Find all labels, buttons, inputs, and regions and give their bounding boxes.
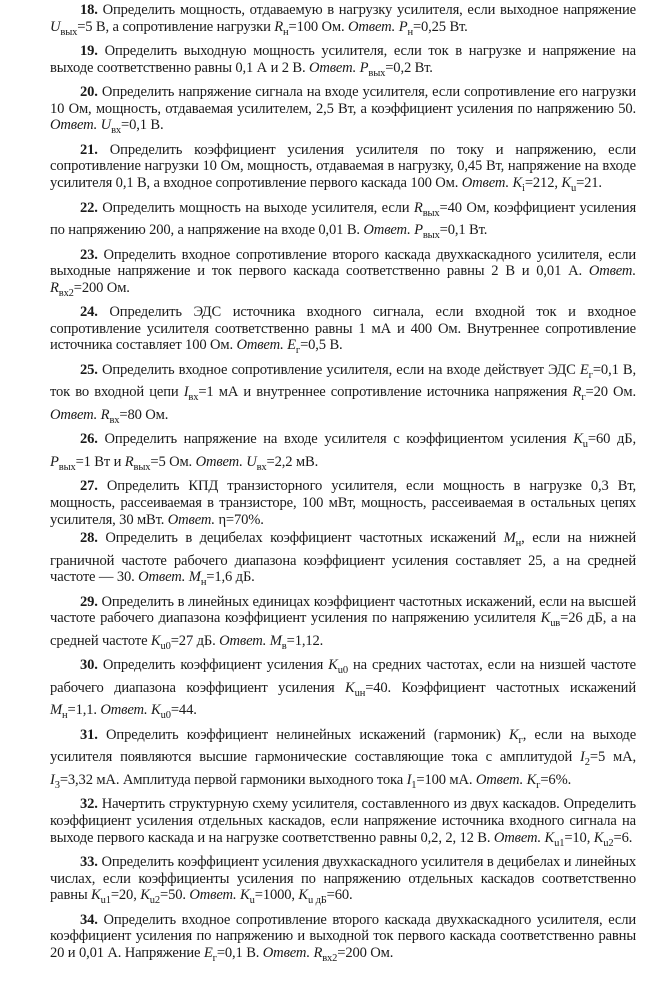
problem-text: Определить в децибелах коэффициент частотных искажений $M_н$, если на нижней граничной частоте рабочего диапазона коэффициент усиления составляет 25, а на средней частоте — 30. — [50, 530, 636, 586]
problem-29 — [50, 594, 636, 656]
problem-number: 31. — [80, 726, 98, 743]
answer-value: $P_{вых}=0,2$ Вт. — [359, 59, 433, 79]
problem-text: Определить коэффициент нелинейных искажений (гармоник) $K_г$, если на выходе усилителя появляются высшие гармонические составляющие тока с амплитудой $I_2=5$ мА, $I_3=3,32$ мА. Амплитуда первой гармоники выходного тока $I_1=100$ мА. — [50, 726, 637, 791]
problem-number: 32. — [80, 796, 98, 813]
problem-27 — [50, 478, 636, 528]
problem-text: Определить ЭДС источника входного сигнала, если входной ток и входное сопротивление усилителя соответственно равны 1 мА и 400 Ом. Внутреннее сопротивление источника составляет 100 Ом. — [50, 304, 636, 354]
problem-31 — [50, 727, 636, 795]
answer-value: $M_н=1,6$ дБ. — [188, 569, 255, 589]
problem-26 — [50, 431, 636, 476]
problem-text: Определить мощность на выходе усилителя, если $R_{вых}=40$ Ом, коэффициент усиления по напряжению 200, а напряжение на входе 0,01 В. — [50, 199, 637, 239]
answer-value: $U_{вх}=0,1$ В. — [100, 117, 164, 137]
problem-19 — [50, 43, 636, 82]
answer-label: Ответ. — [236, 337, 284, 354]
problem-number: 33. — [80, 854, 98, 871]
answer-label: Ответ. — [138, 569, 186, 586]
problem-text: Определить входное сопротивление второго каскада двухкаскадного усилителя, если выходные напряжение и ток первого каскада соответственно равны 2 В и 0,01 А. — [50, 246, 637, 280]
problem-text: Определить мощность, отдаваемую в нагрузку усилителя, если выходное напряжение $U_{вых}=5$ В, а сопротивление нагрузки $R_н=100$ Ом. — [50, 2, 637, 38]
problem-32 — [50, 796, 636, 852]
answer-label: Ответ. — [461, 175, 509, 192]
answer-value: $E_г=0,5$ В. — [287, 337, 343, 357]
answer-value: $P_н=0,25$ Вт. — [398, 18, 468, 38]
answer-value: $K_{u0}=44$. — [151, 702, 197, 722]
problem-text: Определить входное сопротивление второго каскада двухкаскадного усилителя, если коэффициент усиления по напряжению и выходной ток первого каскада соответственно равны 20 и 0,01 А. Напряжение $E_г=0,1$ В. — [50, 911, 637, 964]
answer-label: Ответ. — [308, 59, 357, 76]
answer-value: $P_{вых}=0,1$ Вт. — [414, 222, 488, 241]
problem-text: Определить в линейных единицах коэффициент частотных искажений, если на высшей частоте рабочего диапазона коэффициент усиления по напряжению усилителя $K_{uв}=26$ дБ, а на средней частоте $K_{u0}=27$ дБ. — [50, 593, 637, 652]
problem-text: Определить выходную мощность усилителя, если ток в нагрузке и напряжение на выходе соответственно равны 0,1 А и 2 В. — [50, 43, 636, 76]
problem-number: 23. — [80, 246, 98, 263]
answer-value: $K_i=212$, $K_u=21$. — [512, 175, 602, 194]
answer-label: Ответ. — [189, 887, 237, 904]
answer-value: $R_{вх2}=200$ Ом. — [50, 279, 130, 299]
answer-label: Ответ. — [363, 222, 411, 239]
problem-33 — [50, 854, 636, 910]
problem-number: 27. — [80, 478, 98, 495]
problem-number: 21. — [80, 141, 98, 158]
problem-24 — [50, 304, 636, 360]
answer-value: $K_u=1000$, $K_{u дБ}=60$. — [240, 887, 353, 907]
problem-28 — [50, 530, 636, 592]
answer-value: η=70%. — [218, 511, 264, 528]
problem-text: Определить коэффициент усиления двухкаскадного усилителя в децибелах и линейных числах, если коэффициенты усиления по напряжению отдельных каскадов соответственно равны $K_{u1}=20$, $K_{u2}=50$. — [50, 854, 636, 907]
problem-number: 24. — [80, 304, 98, 321]
problem-text: Определить КПД транзисторного усилителя, если мощность в нагрузке 0,3 Вт, мощность, рассеиваемая в транзисторе, 100 мВт, мощность, рассеиваемая в остальных цепях усилителя, 30 мВт. — [50, 478, 636, 528]
answer-label: Ответ. — [50, 117, 98, 134]
answer-label: Ответ. — [493, 829, 542, 846]
answer-label: Ответ. — [167, 511, 215, 528]
answer-label: Ответ. — [348, 18, 396, 35]
problem-number: 18. — [80, 2, 98, 18]
problem-number: 19. — [80, 43, 98, 60]
answer-value: $K_г=6\%$. — [526, 771, 572, 791]
answer-label: Ответ. — [195, 453, 243, 470]
answer-value: $K_{u1}=10$, $K_{u2}=6$. — [544, 829, 633, 849]
problem-text: Определить коэффициент усиления усилителя по току и напряжению, если сопротивление нагрузки 10 Ом, мощность, отдаваемая в нагрузку, 0,45 Вт, напряжение на входе усилителя 0,1 В, а входное сопротивление первого каскада 100 Ом. — [50, 141, 636, 192]
problem-23 — [50, 247, 636, 303]
problem-number: 22. — [80, 199, 98, 216]
problem-text: Определить напряжение на входе усилителя с коэффициентом усиления $K_u=60$ дБ, $P_{вых}=1$ Вт и $R_{вых}=5$ Ом. — [50, 431, 636, 473]
problem-number: 34. — [80, 911, 98, 928]
problem-number: 20. — [80, 84, 98, 101]
problem-number: 25. — [80, 361, 98, 378]
problem-25 — [50, 362, 636, 430]
problem-number: 29. — [80, 593, 98, 610]
problem-number: 30. — [80, 657, 98, 674]
problem-text: Определить напряжение сигнала на входе усилителя, если сопротивление его нагрузки 10 Ом, мощность, отдаваемая усилителем, 2,5 Вт, а коэффициент усиления по напряжению 50. — [50, 84, 636, 117]
answer-label: Ответ. — [475, 771, 524, 788]
problem-30 — [50, 657, 636, 725]
problem-number: 28. — [80, 530, 98, 547]
answer-value: $M_в=1,12$. — [269, 632, 324, 652]
answer-label: Ответ. — [262, 944, 310, 961]
problem-text: Начертить структурную схему усилителя, составленного из двух каскадов. Определить коэффициент усиления отдельных каскадов, если напряжение источника входного сигнала на выходе первого каскада и на нагрузке соответственно равны 0,2, 2, 12 В. — [50, 796, 636, 846]
problem-text: Определить входное сопротивление усилителя, если на входе действует ЭДС $E_г=0,1$ В, ток во входной цепи $I_{вх}=1$ мА и внутреннее сопротивление источника напряжения $R_г=20$ Ом. — [50, 361, 637, 404]
answer-label: Ответ. — [219, 632, 267, 649]
answer-label: Ответ. — [50, 406, 98, 423]
answer-value: $R_{вх2}=200$ Ом. — [313, 944, 394, 964]
problem-21 — [50, 142, 636, 198]
answer-value: $U_{вх}=2,2$ мВ. — [246, 453, 319, 473]
answer-value: $R_{вх}=80$ Ом. — [100, 406, 169, 426]
problem-number: 26. — [80, 431, 98, 448]
answer-label: Ответ. — [100, 702, 148, 719]
problem-34 — [50, 912, 636, 968]
problem-text: Определить коэффициент усиления $K_{u0}$ на средних частотах, если на низшей частоте рабочего диапазона коэффициент усиления $K_{uн}=40$. Коэффициент частотных искажений $M_н=1,1$. — [50, 657, 637, 722]
answer-label: Ответ. — [588, 263, 636, 280]
problem-20 — [50, 84, 636, 140]
problem-18 — [50, 2, 636, 41]
problem-22 — [50, 200, 636, 245]
page — [50, 0, 636, 969]
